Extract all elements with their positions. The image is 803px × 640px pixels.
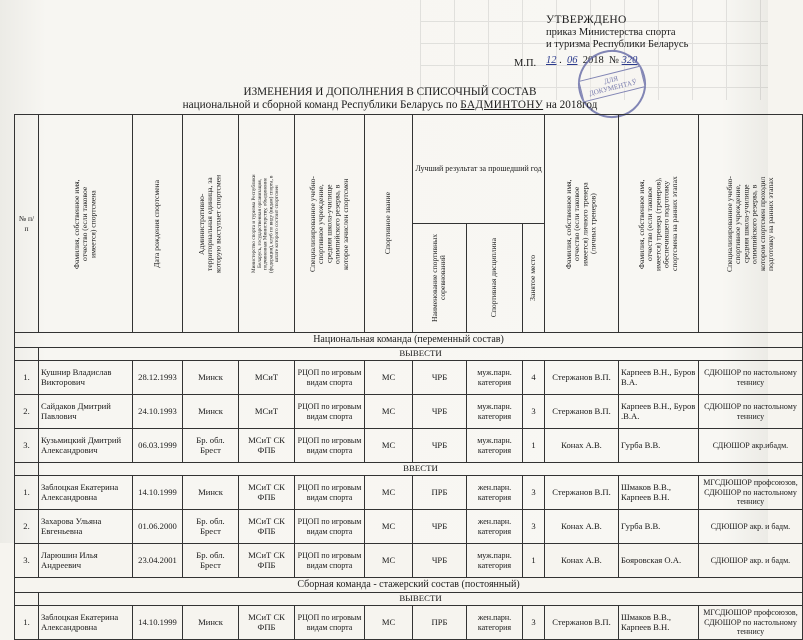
cell-organization: МСиТ (239, 395, 295, 429)
header-place-text: Занятое место (528, 255, 538, 301)
section-title: Сборная команда - стажерский состав (постоянный) (15, 578, 803, 593)
order-number-label: № (609, 54, 620, 66)
header-spec (699, 115, 803, 333)
table-row (15, 361, 803, 395)
header-trainers (619, 115, 699, 333)
cell-discipline: муж.парн. категория (467, 361, 523, 395)
cell-place: 1 (523, 429, 545, 463)
group-label: ВЫВЕСТИ (39, 348, 803, 361)
order-year: 2018 (582, 54, 604, 66)
cell-personal-coach: Стержанов В.П. (545, 476, 619, 510)
seal-mark-label: М.П. (514, 58, 537, 69)
cell-early-trainers: Гурба В.В. (619, 510, 699, 544)
header-rank (365, 115, 413, 333)
group-label: ВВЕСТИ (39, 463, 803, 476)
header-birth-text: Дата рождения спортсмена (152, 179, 162, 268)
group-spacer (15, 593, 39, 606)
group-header (15, 348, 803, 361)
cell-athlete-name: Заблоцкая Екатерина Александровна (39, 476, 133, 510)
cell-competition: ЧРБ (413, 395, 467, 429)
cell-early-school: СДЮШОР акр. и бадм. (699, 544, 803, 578)
group-label: ВЫВЕСТИ (39, 593, 803, 606)
cell-place: 3 (523, 476, 545, 510)
table-row (15, 429, 803, 463)
table-row (15, 544, 803, 578)
cell-birth-date: 14.10.1999 (133, 476, 183, 510)
cell-sport-rank: МС (365, 429, 413, 463)
cell-competition: ЧРБ (413, 510, 467, 544)
cell-competition: ЧРБ (413, 429, 467, 463)
cell-place: 4 (523, 361, 545, 395)
cell-row-number: 2. (15, 510, 39, 544)
header-spec-text: Специализированное учебно-спортивное учреждение, средняя школа-училище олимпийского резерва, в котором спортсмен проходил подготовку на ранних этапах (724, 175, 775, 272)
header-discipline (467, 224, 523, 333)
cell-birth-date: 28.12.1993 (133, 361, 183, 395)
cell-competition: ЧРБ (413, 361, 467, 395)
title-prefix: национальной и сборной команд Республики Беларусь по (182, 99, 458, 111)
seal-stamp-text: ДЛЯ ДОКУМЕНТАЎ (578, 66, 645, 103)
order-day: 12 (546, 54, 557, 66)
cell-organization: МСиТ СК ФПБ (239, 544, 295, 578)
cell-early-school: МГСДЮШОР профсоюзов, СДЮШОР по настольному теннису (699, 606, 803, 640)
cell-athlete-name: Заблоцкая Екатерина Александровна (39, 606, 133, 640)
cell-personal-coach: Стержанов В.П. (545, 395, 619, 429)
group-header (15, 463, 803, 476)
order-number: 320 (621, 54, 638, 66)
cell-organization: МСиТ (239, 361, 295, 395)
approval-block (546, 14, 756, 67)
header-best-result: Лучший результат за прошедший год (413, 115, 545, 224)
cell-organization: МСиТ СК ФПБ (239, 429, 295, 463)
section-header (15, 333, 803, 348)
cell-place: 3 (523, 606, 545, 640)
cell-admin-unit: Минск (183, 395, 239, 429)
header-num-text: № п/п (18, 213, 35, 233)
cell-birth-date: 23.04.2001 (133, 544, 183, 578)
cell-sport-rank: МС (365, 361, 413, 395)
cell-organization: МСиТ СК ФПБ (239, 606, 295, 640)
cell-birth-date: 06.03.1999 (133, 429, 183, 463)
cell-athlete-name: Сайдаков Дмитрий Павлович (39, 395, 133, 429)
title-suffix: на 2018год (545, 99, 598, 111)
approval-title: УТВЕРЖДЕНО (546, 14, 627, 26)
cell-early-trainers: Гурба В.В. (619, 429, 699, 463)
cell-row-number: 1. (15, 606, 39, 640)
cell-personal-coach: Стержанов В.П. (545, 361, 619, 395)
cell-athlete-name: Кушнир Владислав Викторович (39, 361, 133, 395)
order-month: 06 (567, 54, 578, 66)
cell-place: 3 (523, 395, 545, 429)
header-name-text: Фамилия, собственное имя, отчество (если таковое имеется) спортсмена (72, 178, 98, 269)
cell-admin-unit: Бр. обл. Брест (183, 429, 239, 463)
cell-athlete-name: Захарова Ульяна Евгеньевна (39, 510, 133, 544)
cell-row-number: 3. (15, 429, 39, 463)
cell-competition: ПРБ (413, 476, 467, 510)
cell-sport-rank: МС (365, 510, 413, 544)
document-title (160, 86, 620, 112)
cell-discipline: жен.парн. категория (467, 510, 523, 544)
cell-competition: ПРБ (413, 606, 467, 640)
cell-sport-rank: МС (365, 476, 413, 510)
title-line-1: ИЗМЕНЕНИЯ И ДОПОЛНЕНИЯ В СПИСОЧНЫЙ СОСТАВ (243, 86, 537, 98)
cell-training-school: РЦОП по игровым видам спорта (295, 544, 365, 578)
cell-discipline: муж.парн. категория (467, 395, 523, 429)
cell-training-school: РЦОП по игровым видам спорта (295, 476, 365, 510)
header-num (15, 115, 39, 333)
header-name (39, 115, 133, 333)
cell-admin-unit: Бр. обл. Брест (183, 544, 239, 578)
section-title: Национальная команда (переменный состав) (15, 333, 803, 348)
cell-admin-unit: Бр. обл. Брест (183, 510, 239, 544)
cell-discipline: муж.парн. категория (467, 544, 523, 578)
cell-personal-coach: Стержанов В.П. (545, 606, 619, 640)
cell-sport-rank: МС (365, 606, 413, 640)
header-coach (545, 115, 619, 333)
approval-line-2: и туризма Республики Беларусь (546, 39, 689, 50)
cell-sport-rank: МС (365, 544, 413, 578)
cell-birth-date: 01.06.2000 (133, 510, 183, 544)
table-row (15, 476, 803, 510)
header-admin-text: Административно-территориальная единица, за которую выступает спортсмен (197, 174, 223, 273)
cell-row-number: 1. (15, 361, 39, 395)
cell-personal-coach: Конах А.В. (545, 544, 619, 578)
group-spacer (15, 463, 39, 476)
cell-place: 1 (523, 544, 545, 578)
cell-early-school: СДЮШОР акр. и бадм. (699, 510, 803, 544)
cell-place: 3 (523, 510, 545, 544)
cell-competition: ЧРБ (413, 544, 467, 578)
table-row (15, 606, 803, 640)
cell-early-school: СДЮШОР акр.ибадм. (699, 429, 803, 463)
cell-birth-date: 24.10.1993 (133, 395, 183, 429)
header-admin (183, 115, 239, 333)
cell-athlete-name: Кузьмицкий Дмитрий Александрович (39, 429, 133, 463)
cell-early-trainers: Шмаков В.В., Карпеев В.Н. (619, 476, 699, 510)
athletes-table (14, 114, 803, 640)
header-comp-text: Наименование спортивных соревнований (430, 233, 448, 323)
cell-admin-unit: Минск (183, 606, 239, 640)
cell-discipline: жен.парн. категория (467, 606, 523, 640)
header-org-text: Министерство спорта и туризма Республики Беларусь, государственная организация, подчиненная Министерству, объединение (федерация), клуб по виду (видам) спорта, в штате которого состоит спортсмен (251, 174, 281, 273)
header-school (295, 115, 365, 333)
header-place (523, 224, 545, 333)
cell-organization: МСиТ СК ФПБ (239, 510, 295, 544)
cell-row-number: 3. (15, 544, 39, 578)
cell-discipline: жен.парн. категория (467, 476, 523, 510)
title-line-2 (160, 99, 620, 112)
section-header (15, 578, 803, 593)
cell-admin-unit: Минск (183, 476, 239, 510)
cell-early-trainers: Шмаков В.В., Карпеев В.Н. (619, 606, 699, 640)
cell-row-number: 2. (15, 395, 39, 429)
cell-admin-unit: Минск (183, 361, 239, 395)
table-row (15, 510, 803, 544)
group-header (15, 593, 803, 606)
cell-athlete-name: Ларюшин Илья Андреевич (39, 544, 133, 578)
title-sport: БАДМИНТОНУ (460, 99, 544, 111)
header-discipline-text: Спортивная дисциплина (489, 238, 499, 318)
cell-early-trainers: Бояровская О.А. (619, 544, 699, 578)
athletes-table-body (15, 333, 803, 640)
approval-order-line: 12 . 06 2018 № 320 (546, 54, 638, 66)
cell-training-school: РЦОП по игровым видам спорта (295, 606, 365, 640)
header-comp (413, 224, 467, 333)
header-trainers-text: Фамилия, собственное имя, отчество (если таковое имеется) тренера (тренеров), обеспечившего подготовку спортсмена на ранних этапах (636, 176, 679, 271)
cell-training-school: РЦОП по игровым видам спорта (295, 510, 365, 544)
header-school-text: Специализированное учебно-спортивное учреждение, средняя школа-училище олимпийского резерва, в которое зачислен спортсмен (307, 175, 350, 272)
cell-personal-coach: Конах А.В. (545, 429, 619, 463)
cell-early-trainers: Карпеев В.Н., Буров .В.А. (619, 395, 699, 429)
header-birth (133, 115, 183, 333)
cell-discipline: муж.парн. категория (467, 429, 523, 463)
cell-training-school: РЦОП по игровым видам спорта (295, 361, 365, 395)
cell-organization: МСиТ СК ФПБ (239, 476, 295, 510)
cell-training-school: РЦОП по игровым видам спорта (295, 429, 365, 463)
header-rank-text: Спортивное звание (383, 192, 393, 255)
cell-early-school: СДЮШОР по настольному теннису (699, 361, 803, 395)
header-org (239, 115, 295, 333)
cell-early-trainers: Карпеев В.Н., Буров В.А. (619, 361, 699, 395)
cell-personal-coach: Конах А.В. (545, 510, 619, 544)
cell-training-school: РЦОП по игровым видам спорта (295, 395, 365, 429)
cell-row-number: 1. (15, 476, 39, 510)
cell-early-school: МГСДЮШОР профсоюзов, СДЮШОР по настольному теннису (699, 476, 803, 510)
table-row (15, 395, 803, 429)
cell-birth-date: 14.10.1999 (133, 606, 183, 640)
group-spacer (15, 348, 39, 361)
cell-sport-rank: МС (365, 395, 413, 429)
cell-early-school: СДЮШОР по настольному теннису (699, 395, 803, 429)
header-coach-text: Фамилия, собственное имя, отчество (если таковое имеется) личного тренера (личных тренеров) (564, 178, 598, 269)
approval-line-1: приказ Министерства спорта (546, 26, 676, 38)
